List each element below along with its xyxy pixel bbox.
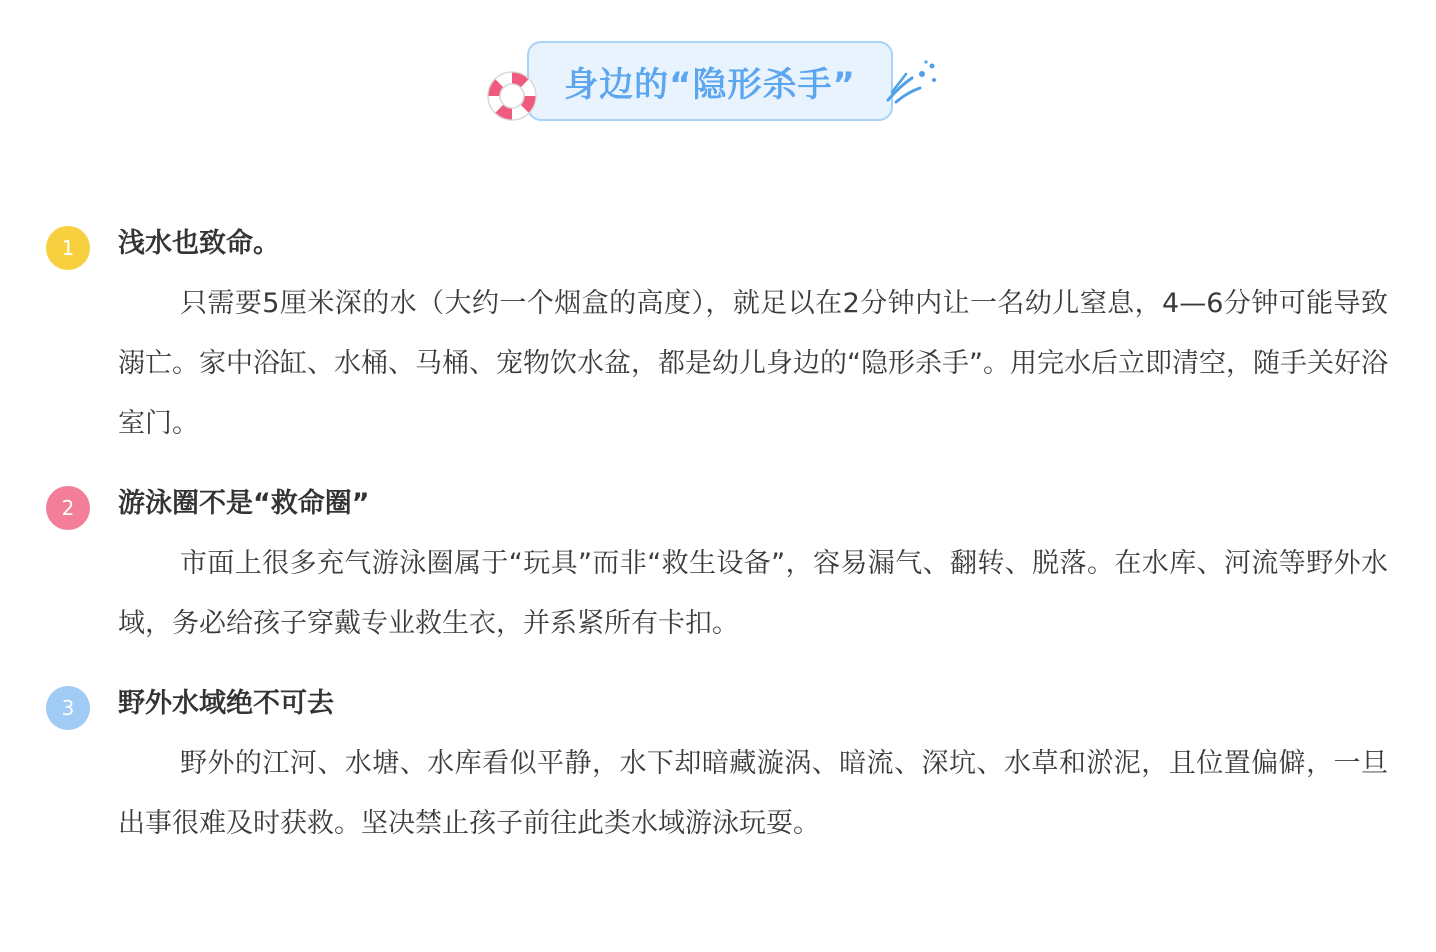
section-title-3: 野外水域绝不可去	[118, 688, 334, 719]
number-badge-1: 1	[46, 226, 90, 270]
lifebuoy-icon	[484, 68, 540, 124]
section-header	[484, 40, 944, 130]
title-box	[527, 41, 893, 121]
section-title-2: 游泳圈不是“救命圈”	[118, 488, 370, 519]
number-badge-2: 2	[46, 486, 90, 530]
section-body-2: 市面上很多充气游泳圈属于“玩具”而非“救生设备”，容易漏气、翻转、脱落。在水库、河流等野外水域，务必给孩子穿戴专业救生衣，并系紧所有卡扣。	[118, 548, 1388, 639]
section-body-3: 野外的江河、水塘、水库看似平静，水下却暗藏漩涡、暗流、深坑、水草和淤泥，且位置偏僻，一旦出事很难及时获救。坚决禁止孩子前往此类水域游泳玩耍。	[118, 748, 1388, 839]
page-title: 身边的“隐形杀手”	[564, 64, 856, 105]
water-splash-icon	[882, 56, 942, 106]
number-badge-3: 3	[46, 686, 90, 730]
section-title-1: 浅水也致命。	[118, 228, 280, 259]
section-body-1: 只需要5厘米深的水（大约一个烟盒的高度），就足以在2分钟内让一名幼儿窒息，4—6分钟可能导致溺亡。家中浴缸、水桶、马桶、宠物饮水盆，都是幼儿身边的“隐形杀手”。用完水后立即清空，随手关好浴室门。	[118, 288, 1388, 439]
